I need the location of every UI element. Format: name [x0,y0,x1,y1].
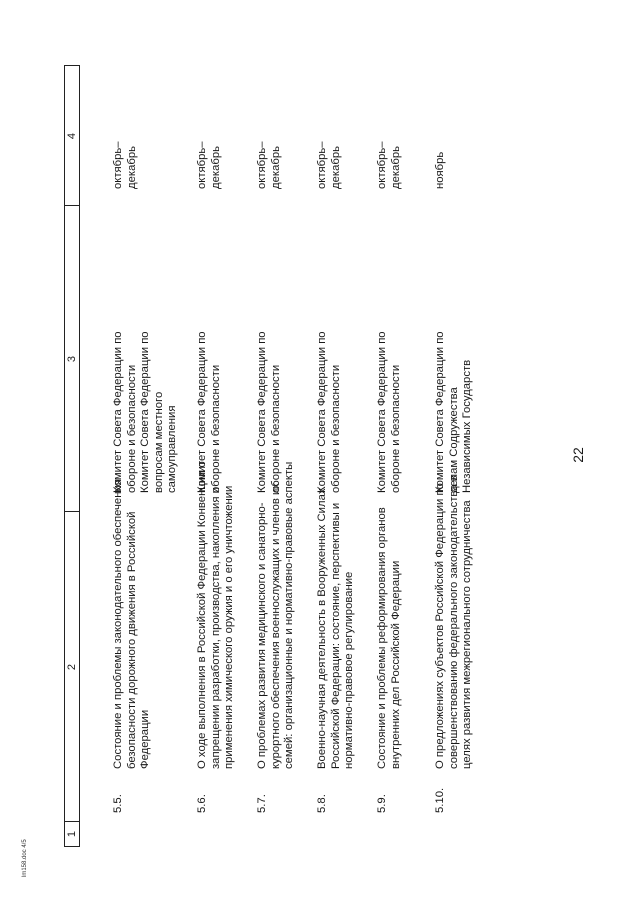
table-row [316,65,366,847]
row-committee: Комитет Совета Федерации по обороне и безопасности [316,331,342,493]
row-topic: О проблемах развития медицинского и санаторно- курортного обеспечения военнослужащих и членов их семей: организационные и нормативно-правовые аспекты [256,461,295,769]
page-number: 22 [570,447,586,463]
footer-code: lm158.doc 4/5 [22,839,28,877]
row-topic: Состояние и проблемы законодательного обеспечения безопасности дорожного движения в Российской Федерации [112,479,151,769]
table-row [376,65,412,847]
column-header-row [64,65,80,847]
table-row [434,65,484,847]
row-period: октябрь– декабрь [196,141,222,189]
column-header-2: 2 [66,663,78,671]
row-period: октябрь– декабрь [112,141,138,189]
row-period: октябрь– декабрь [316,141,342,189]
table-row [196,65,246,847]
row-number: 5.7. [256,794,268,813]
row-topic: О ходе выполнения в Российской Федерации Конвенции о запрещении разработки, производства, накопления и применения химического оружия и о его уничтожении [196,461,235,769]
row-committee: Комитет Совета Федерации по делам Содружества Независимых Государств [434,331,473,493]
row-topic: Состояние и проблемы реформирования органов внутренних дел Российской Федерации [376,507,402,769]
row-committee: Комитет Совета Федерации по обороне и безопасности [376,331,402,493]
table-row [112,65,182,847]
column-header-4: 4 [66,132,78,140]
column-header-3: 3 [66,355,78,363]
row-period: ноябрь [434,151,446,189]
row-number: 5.8. [316,794,328,813]
row-number: 5.5. [112,794,124,813]
row-committee: Комитет Совета Федерации по обороне и безопасности [196,331,222,493]
row-committee: Комитет Совета Федерации по обороне и безопасности Комитет Совета Федерации по вопросам местного самоуправления [112,331,178,493]
row-period: октябрь– декабрь [376,141,402,189]
row-topic: Военно-научная деятельность в Вооруженных Силах Российской Федерации: состояние, перспективы и нормативно-правовое регулирование [316,488,355,769]
row-number: 5.10. [434,787,446,813]
row-topic: О предложениях субъектов Российской Федерации по совершенствованию федерального законодательства в целях развития межрегионального сотрудничества [434,475,473,769]
row-period: октябрь– декабрь [256,141,282,189]
row-number: 5.9. [376,794,388,813]
row-number: 5.6. [196,794,208,813]
column-header-1: 1 [66,830,78,838]
row-committee: Комитет Совета Федерации по обороне и безопасности [256,331,282,493]
table-row [256,65,306,847]
